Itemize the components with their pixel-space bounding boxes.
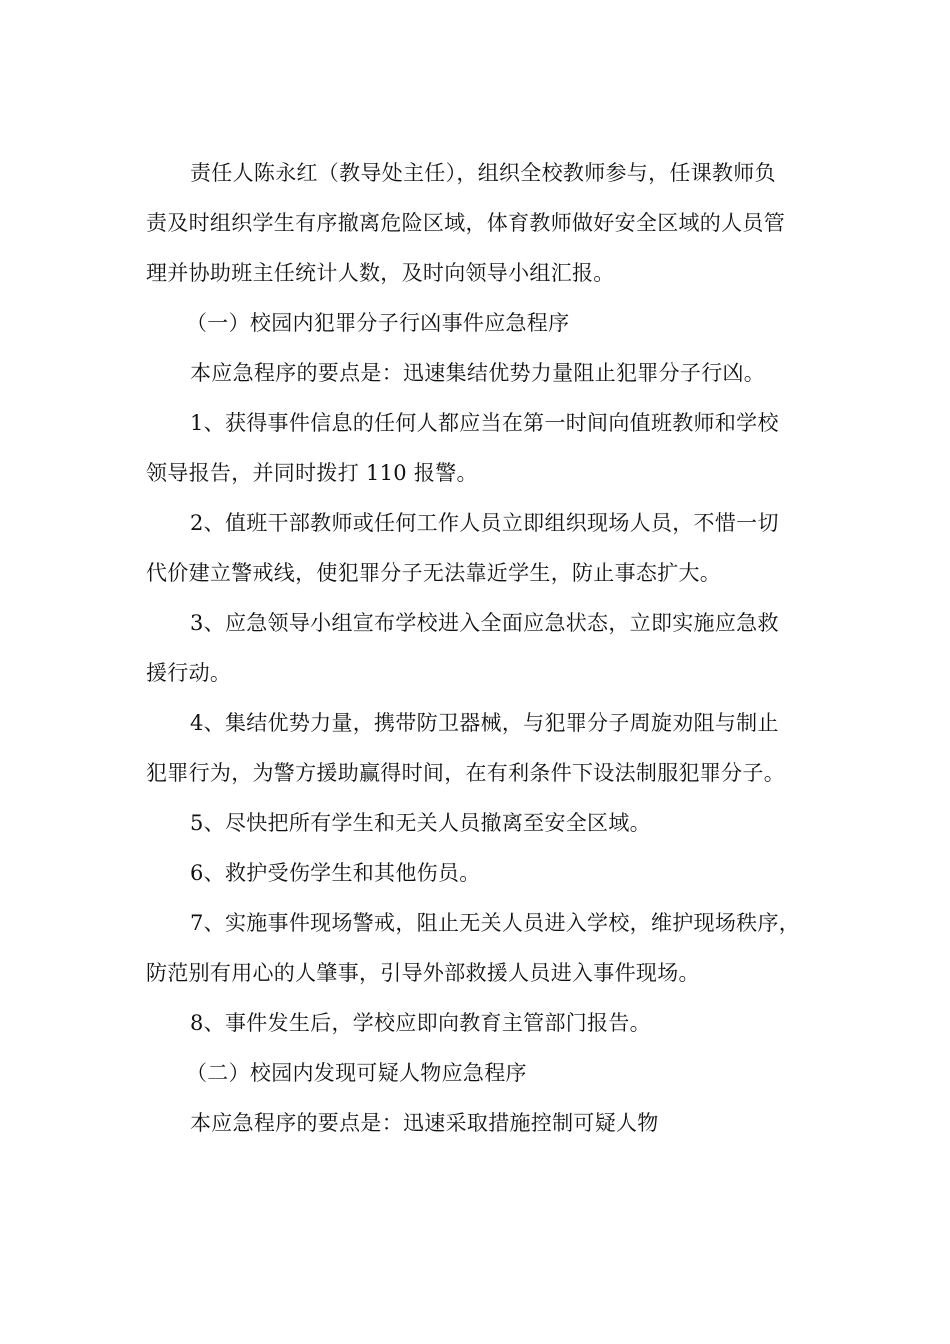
list-item-line: 7、实施事件现场警戒，阻止无关人员进入学校，维护现场秩序， [190,911,801,935]
list-item-line: 8、事件发生后，学校应即向教育主管部门报告。 [190,1011,651,1035]
list-item-line: 4、集结优势力量，携带防卫器械，与犯罪分子周旋劝阻与制止 [190,711,779,735]
list-item-line: 领导报告，并同时拨打 110 报警。 [146,461,478,485]
list-item-line: 2、值班干部教师或任何工作人员立即组织现场人员，不惜一切 [190,511,779,535]
list-item-line: 5、尽快把所有学生和无关人员撤离至安全区域。 [190,811,651,835]
paragraph-line: 理并协助班主任统计人数，及时向领导小组汇报。 [146,261,615,285]
list-item-line: 代价建立警戒线，使犯罪分子无法靠近学生，防止事态扩大。 [146,561,722,585]
paragraph-line: 本应急程序的要点是：迅速集结优势力量阻止犯罪分子行凶。 [190,361,766,385]
list-item-line: 防范别有用心的人肇事，引导外部救援人员进入事件现场。 [146,961,700,985]
paragraph-line: 本应急程序的要点是：迅速采取措施控制可疑人物 [190,1111,659,1135]
list-item-line: 1、获得事件信息的任何人都应当在第一时间向值班教师和学校 [190,411,779,435]
paragraph-line: 责及时组织学生有序撤离危险区域，体育教师做好安全区域的人员管 [146,211,785,235]
list-item-line: 3、应急领导小组宣布学校进入全面应急状态，立即实施应急救 [190,611,779,635]
list-item-line: 犯罪行为，为警方援助赢得时间，在有利条件下设法制服犯罪分子。 [146,761,785,785]
list-item-line: 6、救护受伤学生和其他伤员。 [190,861,481,885]
section-heading: （一）校园内犯罪分子行凶事件应急程序 [186,311,570,335]
paragraph-line: 责任人陈永红（教导处主任），组织全校教师参与，任课教师负 [190,161,776,185]
section-heading: （二）校园内发现可疑人物应急程序 [186,1061,527,1085]
list-item-line: 援行动。 [146,661,232,685]
